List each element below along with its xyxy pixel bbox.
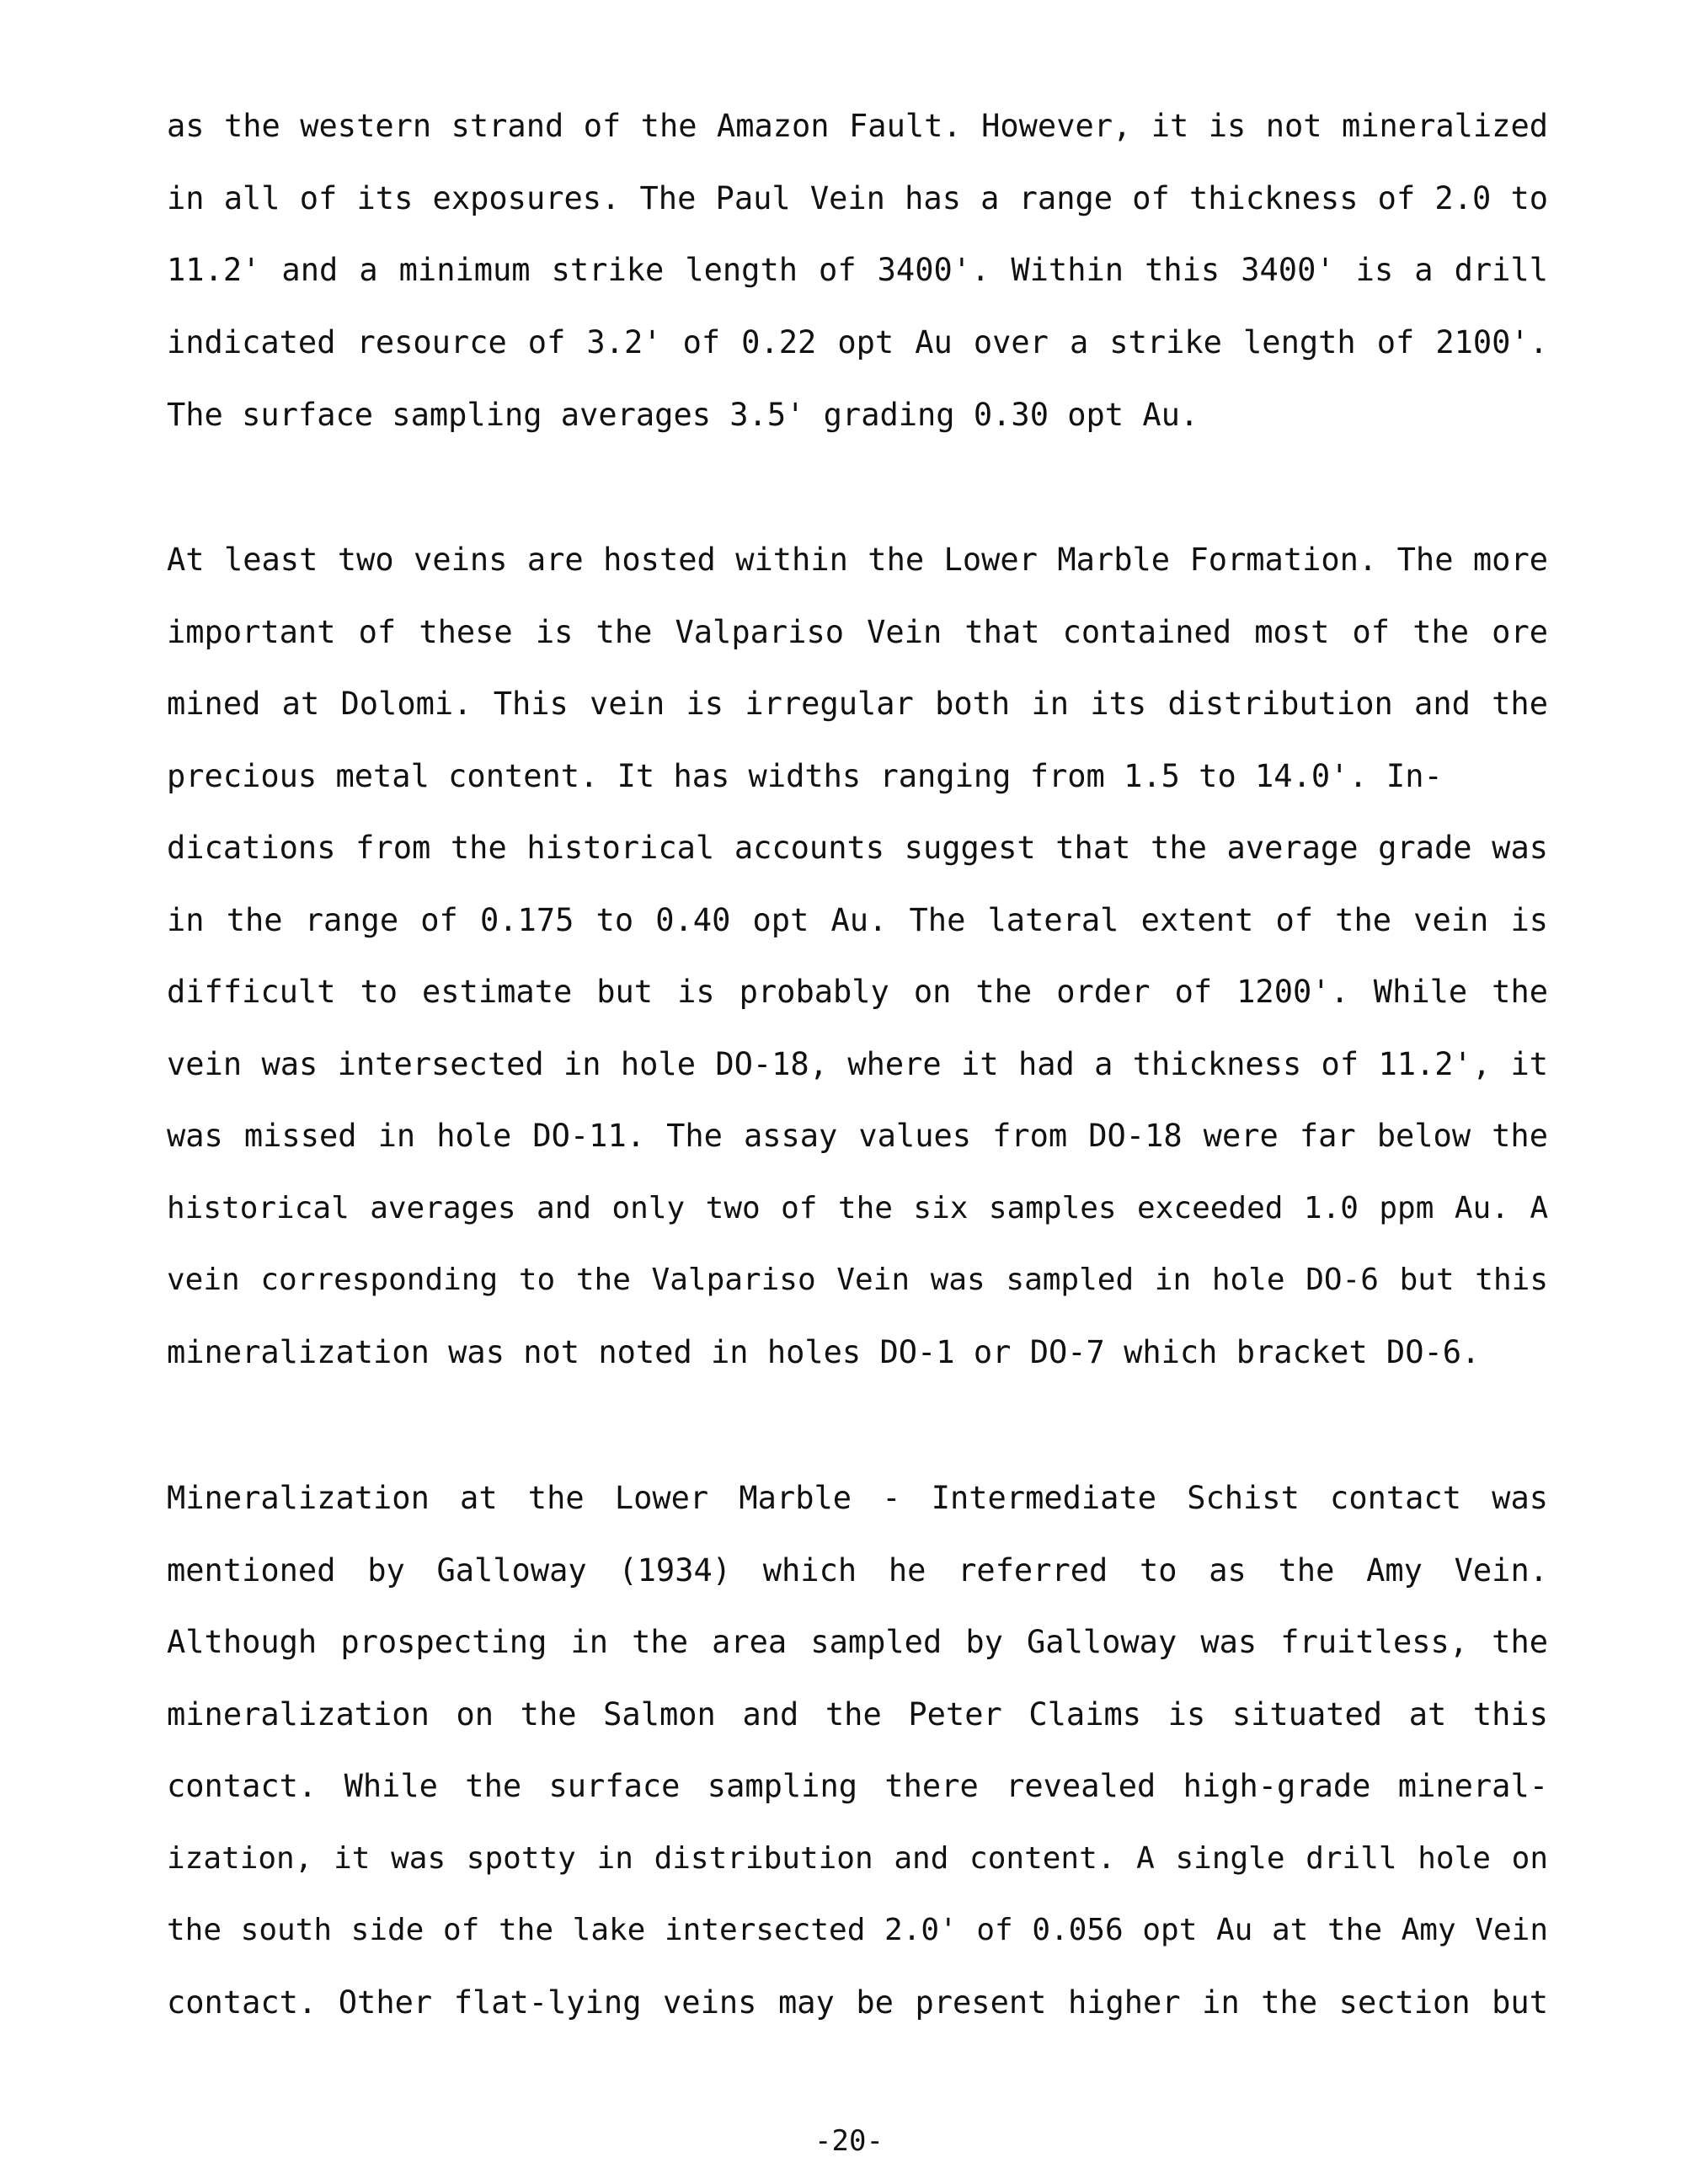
text-line: 11.2' and a minimum strike length of 3400'. Within this 3400' is a drill bbox=[167, 252, 1548, 288]
text-line: in all of its exposures. The Paul Vein has a range of thickness of 2.0 to bbox=[167, 180, 1548, 216]
text-line: vein was intersected in hole DO-18, where it had a thickness of 11.2', it bbox=[167, 1046, 1548, 1082]
page-number: -20- bbox=[814, 2124, 884, 2158]
text-line: was missed in hole DO-11. The assay values from DO-18 were far below the bbox=[167, 1118, 1548, 1154]
text-line: mineralization was not noted in holes DO-1 or DO-7 which bracket DO-6. bbox=[167, 1334, 1481, 1370]
text-line: the south side of the lake intersected 2.0' of 0.056 opt Au at the Amy Vein bbox=[167, 1913, 1548, 1947]
text-line: mentioned by Galloway (1934) which he referred to as the Amy Vein. bbox=[167, 1552, 1548, 1589]
text-line: indicated resource of 3.2' of 0.22 opt Au over a strike length of 2100'. bbox=[167, 324, 1548, 360]
text-line: as the western strand of the Amazon Fault. However, it is not mineralized bbox=[167, 108, 1548, 144]
text-line: Although prospecting in the area sampled by Galloway was fruitless, the bbox=[167, 1624, 1548, 1660]
text-line: contact. Other flat-lying veins may be present higher in the section but bbox=[167, 1984, 1548, 2021]
text-line: contact. While the surface sampling there revealed high-grade mineral- bbox=[167, 1768, 1548, 1804]
text-line: vein corresponding to the Valpariso Vein was sampled in hole DO-6 but this bbox=[167, 1263, 1548, 1297]
text-line: historical averages and only two of the six samples exceeded 1.0 ppm Au. A bbox=[167, 1191, 1548, 1225]
text-line: At least two veins are hosted within the Lower Marble Formation. The more bbox=[167, 542, 1548, 578]
text-line: precious metal content. It has widths ranging from 1.5 to 14.0'. In- bbox=[167, 758, 1443, 794]
text-line: mineralization on the Salmon and the Peter Claims is situated at this bbox=[167, 1696, 1548, 1733]
text-line: difficult to estimate but is probably on the order of 1200'. While the bbox=[167, 974, 1548, 1010]
text-line: dications from the historical accounts suggest that the average grade was bbox=[167, 830, 1548, 866]
text-line: Mineralization at the Lower Marble - Intermediate Schist contact was bbox=[167, 1480, 1548, 1516]
text-line: ization, it was spotty in distribution and content. A single drill hole on bbox=[167, 1841, 1548, 1876]
text-line: in the range of 0.175 to 0.40 opt Au. The lateral extent of the vein is bbox=[167, 902, 1548, 938]
text-line: The surface sampling averages 3.5' grading 0.30 opt Au. bbox=[167, 397, 1199, 433]
text-line: important of these is the Valpariso Vein that contained most of the ore bbox=[167, 614, 1548, 650]
text-line: mined at Dolomi. This vein is irregular both in its distribution and the bbox=[167, 686, 1548, 722]
